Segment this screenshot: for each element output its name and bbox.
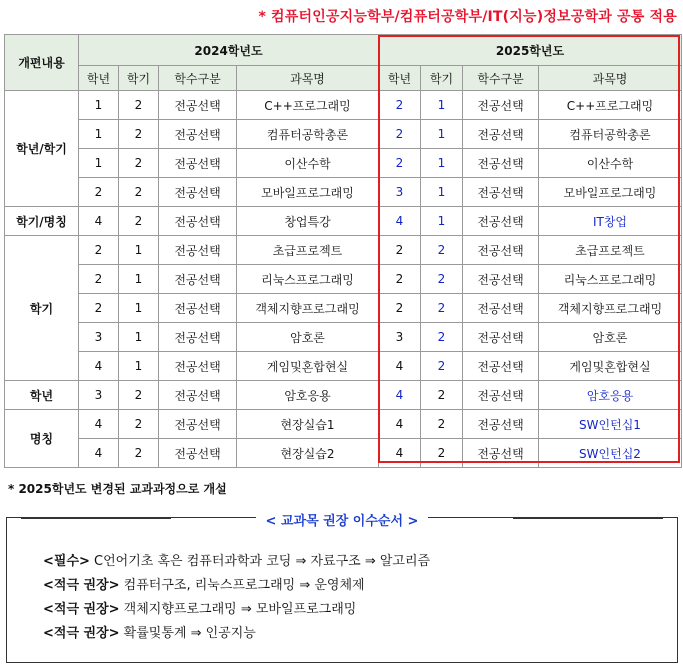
cell-changed: 1	[421, 207, 463, 236]
recommend-title: < 교과목 권장 이수순서 >	[256, 514, 429, 529]
cell: 1	[119, 323, 159, 352]
cell: 전공선택	[159, 439, 237, 468]
cell: 게임및혼합현실	[539, 352, 682, 381]
cell: 객체지향프로그래밍	[237, 294, 379, 323]
cell: 전공선택	[463, 236, 539, 265]
table-row	[5, 323, 682, 352]
recommend-item	[43, 598, 356, 617]
cell: 전공선택	[159, 323, 237, 352]
cell: 전공선택	[463, 381, 539, 410]
cell: 4	[379, 410, 421, 439]
cell-changed: 2	[379, 149, 421, 178]
cell: 전공선택	[463, 352, 539, 381]
cell: 초급프로젝트	[539, 236, 682, 265]
cell: 2	[119, 149, 159, 178]
cell: 컴퓨터공학총론	[237, 120, 379, 149]
header-course-2025: 과목명	[539, 66, 682, 91]
table-row	[5, 178, 682, 207]
cell: 전공선택	[159, 91, 237, 120]
recommend-tag: <적극 권장>	[43, 626, 120, 641]
cell-changed: 1	[421, 178, 463, 207]
header-type-2025: 학수구분	[463, 66, 539, 91]
cell: 2	[119, 381, 159, 410]
cell: 2	[79, 265, 119, 294]
cell-changed: 1	[421, 91, 463, 120]
cell: 2	[379, 294, 421, 323]
cell-changed: 2	[379, 91, 421, 120]
header-course-2024: 과목명	[237, 66, 379, 91]
cell: 1	[119, 265, 159, 294]
cell-changed: 암호응용	[539, 381, 682, 410]
cell: 전공선택	[463, 265, 539, 294]
recommend-tag: <적극 권장>	[43, 578, 120, 593]
cell-changed: 2	[421, 294, 463, 323]
category-cell: 명칭	[5, 410, 79, 468]
cell: 리눅스프로그래밍	[237, 265, 379, 294]
cell: 4	[79, 352, 119, 381]
cell: 3	[379, 323, 421, 352]
recommend-item	[43, 574, 365, 593]
cell: 2	[421, 439, 463, 468]
recommend-text: 확률및통계 ⇒ 인공지능	[119, 626, 256, 641]
cell: 1	[119, 294, 159, 323]
cell: 전공선택	[159, 178, 237, 207]
cell: 게임및혼합현실	[237, 352, 379, 381]
table-row	[5, 439, 682, 468]
cell: 4	[379, 352, 421, 381]
header-semester-2025: 학기	[421, 66, 463, 91]
table-row	[5, 381, 682, 410]
cell: 1	[79, 91, 119, 120]
cell: 2	[379, 236, 421, 265]
cell: 1	[79, 120, 119, 149]
cell: 1	[119, 352, 159, 381]
cell: 전공선택	[159, 149, 237, 178]
recommended-order-box	[6, 514, 678, 663]
cell: 전공선택	[463, 410, 539, 439]
cell: 암호응용	[237, 381, 379, 410]
cell: 2	[79, 178, 119, 207]
header-year-2024: 2024학년도	[79, 35, 379, 66]
cell: 초급프로젝트	[237, 236, 379, 265]
table-row	[5, 120, 682, 149]
cell: 전공선택	[463, 207, 539, 236]
category-cell: 학기	[5, 236, 79, 381]
cell: 모바일프로그래밍	[539, 178, 682, 207]
header-semester-2024: 학기	[119, 66, 159, 91]
cell: 현장실습1	[237, 410, 379, 439]
cell: C++프로그래밍	[539, 91, 682, 120]
cell: 전공선택	[159, 352, 237, 381]
cell: 4	[79, 439, 119, 468]
table-row	[5, 352, 682, 381]
cell: 4	[79, 410, 119, 439]
cell-changed: 2	[421, 236, 463, 265]
footnote: * 2025학년도 변경된 교과과정으로 개설	[8, 482, 227, 496]
recommend-text: 객체지향프로그래밍 ⇒ 모바일프로그래밍	[119, 602, 357, 617]
cell-changed: 4	[379, 381, 421, 410]
cell: 3	[79, 323, 119, 352]
cell: 전공선택	[463, 439, 539, 468]
table-row	[5, 410, 682, 439]
curriculum-change-table	[4, 34, 682, 468]
cell: 2	[119, 439, 159, 468]
cell: 전공선택	[159, 410, 237, 439]
cell: 리눅스프로그래밍	[539, 265, 682, 294]
cell: 전공선택	[159, 236, 237, 265]
cell: 2	[421, 410, 463, 439]
table-row	[5, 207, 682, 236]
cell: 1	[79, 149, 119, 178]
header-grade-2025: 학년	[379, 66, 421, 91]
recommend-title-wrap	[7, 510, 677, 529]
cell: 전공선택	[463, 323, 539, 352]
recommend-item	[43, 550, 430, 569]
recommend-tag: <필수>	[43, 554, 90, 569]
recommend-item	[43, 622, 256, 641]
cell: 전공선택	[463, 178, 539, 207]
category-cell: 학년/학기	[5, 91, 79, 207]
cell-changed: SW인턴십2	[539, 439, 682, 468]
header-category: 개편내용	[5, 35, 79, 91]
cell: 이산수학	[237, 149, 379, 178]
cell: 전공선택	[159, 294, 237, 323]
cell: 전공선택	[159, 120, 237, 149]
cell: 객체지향프로그래밍	[539, 294, 682, 323]
table-row	[5, 149, 682, 178]
cell: 전공선택	[159, 265, 237, 294]
cell: 4	[379, 439, 421, 468]
cell-changed: 1	[421, 120, 463, 149]
cell: 암호론	[539, 323, 682, 352]
recommend-text: C언어기초 혹은 컴퓨터과학과 코딩 ⇒ 자료구조 ⇒ 알고리즘	[89, 554, 431, 569]
cell: 이산수학	[539, 149, 682, 178]
category-cell: 학년	[5, 381, 79, 410]
cell: 2	[79, 236, 119, 265]
recommend-text: 컴퓨터구조, 리눅스프로그래밍 ⇒ 운영체제	[119, 578, 365, 593]
table-row	[5, 236, 682, 265]
header-grade-2024: 학년	[79, 66, 119, 91]
table-row	[5, 294, 682, 323]
cell-changed: 2	[421, 323, 463, 352]
cell: 컴퓨터공학총론	[539, 120, 682, 149]
cell: 2	[379, 265, 421, 294]
cell: 전공선택	[159, 207, 237, 236]
cell: C++프로그래밍	[237, 91, 379, 120]
cell: 전공선택	[463, 91, 539, 120]
cell-changed: 4	[379, 207, 421, 236]
cell: 2	[119, 207, 159, 236]
cell: 창업특강	[237, 207, 379, 236]
recommend-tag: <적극 권장>	[43, 602, 120, 617]
cell: 모바일프로그래밍	[237, 178, 379, 207]
category-cell: 학기/명칭	[5, 207, 79, 236]
cell: 4	[79, 207, 119, 236]
cell-changed: 2	[421, 352, 463, 381]
cell: 3	[79, 381, 119, 410]
cell: 2	[119, 91, 159, 120]
cell: 2	[421, 381, 463, 410]
cell: 전공선택	[463, 294, 539, 323]
table-row	[5, 265, 682, 294]
table-row	[5, 91, 682, 120]
cell: 1	[119, 236, 159, 265]
header-year-2025: 2025학년도	[379, 35, 682, 66]
cell: 현장실습2	[237, 439, 379, 468]
header-type-2024: 학수구분	[159, 66, 237, 91]
cell: 암호론	[237, 323, 379, 352]
cell: 전공선택	[463, 120, 539, 149]
cell-changed: 1	[421, 149, 463, 178]
cell-changed: SW인턴십1	[539, 410, 682, 439]
cell: 전공선택	[159, 381, 237, 410]
page-title: * 컴퓨터인공지능학부/컴퓨터공학부/IT(지능)정보공학과 공통 적용	[258, 9, 677, 25]
cell: 전공선택	[463, 149, 539, 178]
cell: 2	[119, 410, 159, 439]
cell-changed: 3	[379, 178, 421, 207]
cell: 2	[119, 178, 159, 207]
cell-changed: 2	[379, 120, 421, 149]
cell-changed: 2	[421, 265, 463, 294]
cell: 2	[79, 294, 119, 323]
cell-changed: IT창업	[539, 207, 682, 236]
cell: 2	[119, 120, 159, 149]
